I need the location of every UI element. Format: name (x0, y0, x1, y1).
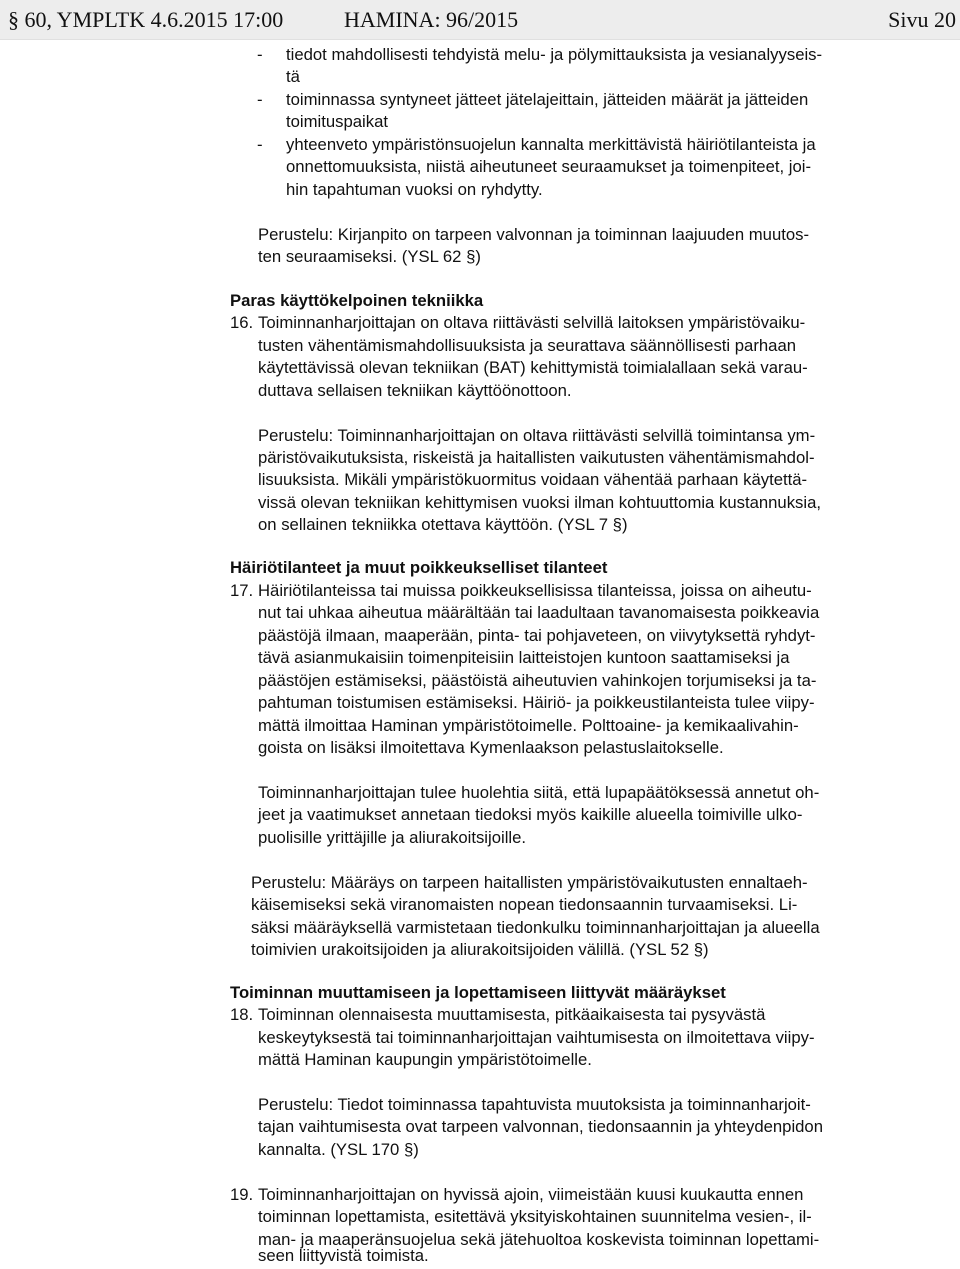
bullet-line: yhteenveto ympäristönsuojelun kannalta merkittävistä häiriötilanteista ja (286, 135, 816, 154)
item-number: 18. (230, 1005, 254, 1024)
item-line: Toiminnanharjoittajan on oltava riittävästi selvillä laitoksen ympäristövaiku- (258, 313, 806, 332)
item-line: pahtuman toistumisen estämiseksi. Häiriö- ja poikkeustilanteista tulee viipy- (258, 693, 815, 712)
rationale-line: on sellainen tekniikka otettava käyttöön. (YSL 7 §) (258, 515, 628, 534)
header-page-number: Sivu 20 (888, 7, 956, 32)
rationale-line: Perustelu: Tiedot toiminnassa tapahtuvista muutoksista ja toiminnanharjoit- (258, 1095, 811, 1114)
item-line: goista on lisäksi ilmoitettava Kymenlaakson pelastuslaitokselle. (258, 738, 724, 757)
rationale-line: Perustelu: Toiminnanharjoittajan on oltava riittävästi selvillä toimintansa ym- (258, 426, 816, 445)
rationale-line: päristövaikutuksista, riskeistä ja haitallisten vaikutusten vähentämismahdol- (258, 448, 815, 467)
section-heading-disturbances: Häiriötilanteet ja muut poikkeukselliset tilanteet (230, 558, 608, 577)
item-line: käytettävissä olevan tekniikan (BAT) kehittymistä toimialallaan sekä varau- (258, 358, 808, 377)
rationale-line: säksi määräyksellä varmistetaan tiedonkulku toiminnanharjoittajan ja alueella (251, 918, 820, 937)
paragraph-line: puolisille yrittäjille ja aliurakoitsijoille. (258, 828, 527, 847)
item-line: man- ja maaperänsuojelua sekä jätehuoltoa koskevista toiminnan lopettami- (258, 1230, 820, 1249)
page-header (0, 0, 960, 40)
item-line: keskeytyksestä tai toiminnanharjoittajan vaihtumisesta on ilmoitettava viipy- (258, 1028, 815, 1047)
item-line: tävä asianmukaisiin toimenpiteisiin laitteistojen kuntoon saattamiseksi ja (258, 648, 790, 667)
rationale-line: käisemiseksi sekä viranomaisten nopean tiedonsaannin turvaamiseksi. Li- (251, 895, 798, 914)
item-line: Toiminnanharjoittajan on hyvissä ajoin, viimeistään kuusi kuukautta ennen (258, 1185, 804, 1204)
rationale-line: kannalta. (YSL 170 §) (258, 1140, 419, 1159)
section-heading-bat: Paras käyttökelpoinen tekniikka (230, 291, 484, 310)
rationale-line: tajan vaihtumisesta ovat tarpeen valvonnan, tiedonsaannin ja yhteydenpidon (258, 1117, 823, 1136)
item-line: tusten vähentämismahdollisuuksista ja seurattava säännöllisesti parhaan (258, 336, 797, 355)
bullet-line: toiminnassa syntyneet jätteet jätelajeittain, jätteiden määrät ja jätteiden (286, 90, 809, 109)
section-heading-changes: Toiminnan muuttamiseen ja lopettamiseen liittyvät määräykset (230, 983, 726, 1002)
rationale-line: toimivien urakoitsijoiden ja aliurakoitsijoiden välillä. (YSL 52 §) (251, 940, 709, 959)
bullet-dash: - (257, 90, 263, 109)
item-line: nut tai uhkaa aiheutua määrältään tai laadultaan tavanomaisesta poikkeavia (258, 603, 820, 622)
rationale-line: vissä olevan tekniikan kehittymisen vuoksi ilman kohtuuttomia kustannuksia, (258, 493, 822, 512)
item-line: Toiminnan olennaisesta muuttamisesta, pitkäaikaisesta tai pysyvästä (258, 1005, 766, 1024)
item-number: 17. (230, 581, 254, 600)
item-line: mättä Haminan kaupungin ympäristötoimelle. (258, 1050, 592, 1069)
header-meeting-ref: HAMINA: 96/2015 (344, 7, 519, 32)
item-line: päästöjä ilmaan, maaperään, pinta- tai pohjaveteen, on viivytyksettä ryhdyt- (258, 626, 816, 645)
item-line: mättä ilmoittaa Haminan ympäristötoimelle. Polttoaine- ja kemikaalivahin- (258, 716, 799, 735)
rationale-line: Perustelu: Kirjanpito on tarpeen valvonnan ja toiminnan laajuuden muutos- (258, 225, 810, 244)
bullet-dash: - (257, 135, 263, 154)
bullet-line: onnettomuuksista, niistä aiheutuneet seuraamukset ja toimenpiteet, joi- (286, 157, 812, 176)
paragraph-line: Toiminnanharjoittajan tulee huolehtia siitä, että lupapäätöksessä annetut oh- (258, 783, 820, 802)
item-line: päästöjen estämiseksi, päästöistä aiheutuvien vahinkojen torjumiseksi ja ta- (258, 671, 817, 690)
item-line: duttava sellaisen tekniikan käyttöönottoon. (258, 381, 572, 400)
bullet-line: tä (286, 67, 300, 86)
rationale-line: lisuuksista. Mikäli ympäristökuormitus voidaan vähentää parhaan käytettä- (258, 470, 808, 489)
item-number: 19. (230, 1185, 254, 1204)
item-line: toiminnan lopettamista, esitettävä yksityiskohtainen suunnitelma vesien-, il- (258, 1207, 812, 1226)
item-line: Häiriötilanteissa tai muissa poikkeuksellisissa tilanteissa, joissa on aiheutu- (258, 581, 812, 600)
rationale-line: ten seuraamiseksi. (YSL 62 §) (258, 247, 481, 266)
bullet-line: toimituspaikat (286, 112, 389, 131)
bullet-line: hin tapahtuman vuoksi on ryhdytty. (286, 180, 543, 199)
item-number: 16. (230, 313, 254, 332)
paragraph-line: jeet ja vaatimukset annetaan tiedoksi myös kaikille alueella toimiville ulko- (258, 805, 803, 824)
rationale-line: Perustelu: Määräys on tarpeen haitallisten ympäristövaikutusten ennaltaeh- (251, 873, 808, 892)
bullet-dash: - (257, 45, 263, 64)
item-line: seen liittyvistä toimista. (258, 1246, 429, 1265)
header-section-ref: § 60, YMPLTK 4.6.2015 17:00 (8, 7, 284, 32)
bullet-line: tiedot mahdollisesti tehdyistä melu- ja pölymittauksista ja vesianalyyseis- (286, 45, 823, 64)
